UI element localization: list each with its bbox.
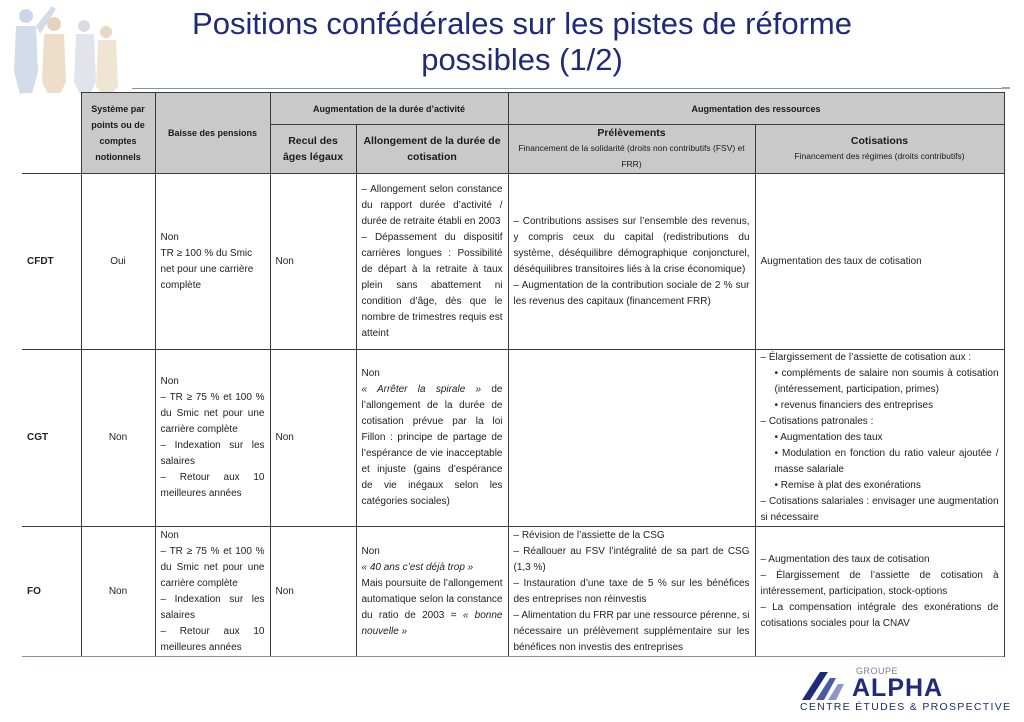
cell-line: – Révision de l’assiette de la CSG — [513, 529, 665, 541]
row-org: FO — [22, 527, 81, 657]
alpha-logo-mark-icon — [800, 670, 846, 702]
cell-line: • Augmentation des taux — [774, 432, 883, 443]
row-allongement — [356, 350, 508, 527]
cell-line: – Élargissement de l’assiette de cotisation à intéressement, participation, stock-options — [760, 569, 999, 597]
header-baisse: Baisse des pensions — [155, 93, 270, 174]
logo-tagline: CENTRE ÉTUDES & PROSPECTIVE — [800, 701, 1012, 713]
cell-line: – Indexation sur les salaires — [160, 593, 265, 621]
cell-line: – Allongement selon constance du rapport durée d’activité / durée de retraite établi en 2003 — [361, 183, 503, 227]
header-augmentation-ressources: Augmentation des ressources — [508, 93, 1004, 125]
cell-line: – Élargissement de l’assiette de cotisation aux : — [760, 352, 972, 363]
header-augmentation-duree: Augmentation de la durée d’activité — [270, 93, 508, 125]
header-cotisations-title: Cotisations — [850, 135, 909, 147]
table-row — [22, 527, 1004, 657]
cell-line: – Cotisations salariales : envisager une augmentation si nécessaire — [760, 496, 999, 523]
cell-line: • Remise à plat des exonérations — [774, 480, 921, 491]
footer-divider — [22, 656, 1004, 657]
title-line-2: possibles (1/2) — [421, 42, 623, 77]
logo-name: ALPHA — [852, 674, 944, 702]
cell-line: – Alimentation du FRR par une ressource pérenne, si nécessaire un prélèvement supplémentaire sur les bénéfices non investis des entreprises — [513, 609, 750, 653]
cell-line: – Indexation sur les salaires — [160, 440, 265, 467]
row-allongement — [356, 174, 508, 350]
cell-text: Mais poursuite de l’allongement automatique selon la constance du ratio de 2003 = — [361, 577, 503, 621]
row-recul: Non — [270, 527, 356, 657]
table-row — [22, 174, 1004, 350]
header-systeme-line: Système par — [91, 104, 145, 114]
row-org: CFDT — [22, 174, 81, 350]
cell-line: – Cotisations patronales : — [760, 416, 874, 427]
row-recul: Non — [270, 174, 356, 350]
cell-line: – TR ≥ 75 % et 100 % du Smic net pour une carrière complète — [160, 392, 265, 435]
cell-line: – Dépassement du dispositif carrières longues : Possibilité de départ à la retraite à taux plein sans abattement ni condition d’âge, dès que le nombre de trimestres requis est atteint — [361, 231, 503, 339]
cell-line: • Modulation en fonction du ratio valeur ajoutée / masse salariale — [774, 448, 999, 475]
title-divider — [132, 88, 1004, 89]
cell-line — [362, 382, 503, 510]
cell-line: – La compensation intégrale des exonérations de cotisations sociales pour la CNAV — [760, 601, 999, 629]
cell-line: – Augmentation de la contribution sociale de 2 % sur les revenus des capitaux (financement FRR) — [513, 279, 750, 307]
cell-line — [362, 560, 503, 576]
row-baisse — [155, 350, 270, 527]
row-baisse — [155, 527, 270, 657]
table-corner — [22, 93, 81, 174]
row-cotisations — [755, 174, 1004, 350]
cell-line: – Retour aux 10 meilleures années — [160, 625, 265, 653]
header-allongement-text: Allongement de la durée de cotisation — [363, 135, 501, 163]
cell-line: – Contributions assises sur l’ensemble des revenus, y compris ceux du capital (redistributions du système, déséquilibre démographique conjoncturel, déséquilibres transitoires liés à la crise économique) — [513, 215, 750, 275]
cell-line: • revenus financiers des entreprises — [774, 400, 934, 411]
cell-line: Non — [160, 376, 179, 387]
cell-line: – Réallouer au FSV l’intégralité de sa part de CSG (1,3 %) — [513, 545, 750, 573]
title-line-1: Positions confédérales sur les pistes de réforme — [192, 6, 852, 41]
logo-groupe: GROUPE — [856, 666, 899, 676]
cell-line: – TR ≥ 75 % et 100 % du Smic net pour une carrière complète — [160, 545, 265, 589]
row-systeme: Non — [81, 527, 155, 657]
cell-line: Augmentation des taux de cotisation — [760, 255, 922, 267]
cell-line: – Instauration d’une taxe de 5 % sur les bénéfices des entreprises non réinvestis — [513, 577, 750, 605]
cell-line: – Augmentation des taux de cotisation — [760, 553, 930, 565]
row-systeme: Non — [81, 350, 155, 527]
row-allongement — [356, 527, 508, 657]
cell-line: Non — [361, 545, 380, 557]
cell-line: Non — [160, 231, 179, 243]
header-systeme-line: points ou de — [91, 120, 145, 130]
cell-line: • compléments de salaire non soumis à cotisation (intéressement, participation, primes) — [774, 368, 999, 395]
row-recul: Non — [270, 350, 356, 527]
cell-line — [362, 576, 503, 640]
page-title — [110, 6, 934, 78]
header-recul — [270, 125, 356, 174]
table-row — [22, 350, 1004, 527]
header-cotisations-sub: Financement des régimes (droits contributifs) — [794, 151, 965, 161]
cell-quote: « Arrêter la spirale » — [361, 384, 482, 395]
header-systeme-line: comptes — [99, 136, 137, 146]
cell-quote: « bonne nouvelle » — [361, 609, 503, 637]
positions-table — [22, 92, 1005, 657]
cell-line: Non — [361, 368, 380, 379]
row-prelevements — [508, 527, 755, 657]
cell-line: – Retour aux 10 meilleures années — [160, 472, 265, 499]
header-prelevements — [508, 125, 755, 174]
row-prelevements — [508, 350, 755, 527]
people-silhouettes-image — [6, 2, 124, 94]
cell-quote: « 40 ans c’est déjà trop » — [361, 561, 474, 573]
header-systeme — [81, 93, 155, 174]
header-recul-text: Recul des âges légaux — [282, 135, 344, 163]
row-prelevements — [508, 174, 755, 350]
row-org: CGT — [22, 350, 81, 527]
row-cotisations — [755, 527, 1004, 657]
cell-line: TR ≥ 100 % du Smic net pour une carrière complète — [160, 247, 254, 291]
header-cotisations — [755, 125, 1004, 174]
row-cotisations — [755, 350, 1004, 527]
header-prelevements-sub: Financement de la solidarité (droits non contributifs (FSV) et FRR) — [518, 143, 745, 169]
cell-line: Non — [160, 529, 179, 541]
header-systeme-line: notionnels — [95, 152, 141, 162]
row-baisse — [155, 174, 270, 350]
cell-text: de l’allongement de la durée de cotisation prévue par la loi Fillon : principe de partage de l’espérance de vie inacceptable et injuste (gains d’espérance de vie inégaux selon les catégories sociales) — [361, 384, 503, 507]
groupe-alpha-logo — [800, 666, 1014, 716]
row-systeme: Oui — [81, 174, 155, 350]
header-prelevements-title: Prélèvements — [597, 127, 666, 139]
divider-end-mark — [1002, 87, 1010, 89]
header-allongement — [356, 125, 508, 174]
